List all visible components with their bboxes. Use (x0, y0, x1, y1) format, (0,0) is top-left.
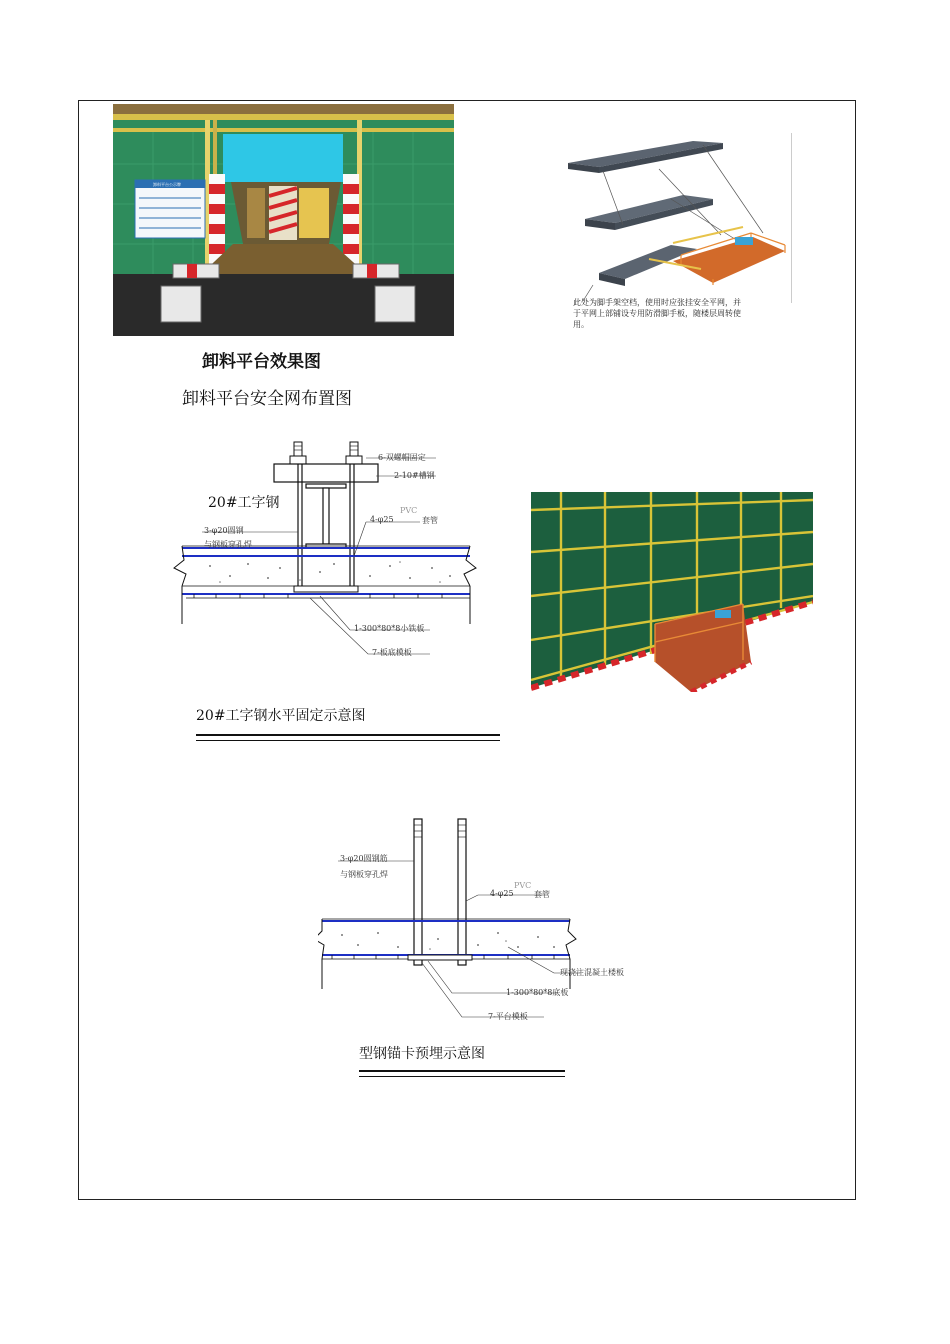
ibeam-fixing-diagram (170, 436, 480, 666)
label-sleeve-dia: 4-φ25 (370, 515, 394, 524)
label-sleeve: 套管 (534, 890, 550, 899)
fig1-caption: 20#工字钢水平固定示意图 (196, 708, 366, 724)
label-round-steel: 3-φ20圆钢 (204, 526, 244, 535)
label-channel-steel: 2-10#槽钢 (394, 471, 435, 480)
safety-net-render (531, 492, 813, 692)
fig1-caption-underline (196, 734, 500, 741)
sign-title: 卸料平台公示牌 (153, 182, 181, 187)
label-weld: 与钢板穿孔焊 (340, 870, 388, 879)
label-pvc: PVC (400, 506, 418, 515)
scaffold-note-line: 此处为脚手架空档，使用时应张挂安全平网，并 (573, 298, 741, 307)
label-concrete-slab: 现浇注混凝土楼板 (560, 968, 624, 977)
scaffold-board-render (563, 133, 793, 328)
render-caption: 卸料平台效果图 (202, 352, 321, 372)
fig2-caption: 型钢锚卡预埋示意图 (359, 1046, 485, 1062)
platform-render-image (113, 104, 454, 336)
label-bottom-plate: 1-300*80*8底板 (506, 988, 569, 997)
label-sleeve: 套管 (422, 516, 438, 525)
anchor-embed-diagram (318, 815, 624, 1025)
label-pvc: PVC (514, 881, 532, 890)
scaffold-note (573, 297, 793, 330)
scaffold-note-line: 于平网上部铺设专用防滑脚手板，随楼层周转使 (573, 309, 741, 318)
label-weld: 与钢板穿孔焊 (204, 540, 252, 549)
ibeam-label: 20#工字钢 (208, 495, 280, 511)
label-platform-formwork: 7-平台模板 (488, 1012, 528, 1021)
scaffold-note-line: 用。 (573, 320, 589, 329)
net-layout-caption: 卸料平台安全网布置图 (182, 389, 352, 409)
label-formwork: 7-板底模板 (372, 648, 412, 657)
label-double-nut: 6-双螺帽固定 (378, 453, 426, 462)
label-round-rebar: 3-φ20圆钢筋 (340, 854, 388, 863)
fig2-caption-underline (359, 1070, 565, 1077)
label-small-plate: 1-300*80*8小铁板 (354, 624, 425, 633)
label-sleeve-dia: 4-φ25 (490, 889, 514, 898)
